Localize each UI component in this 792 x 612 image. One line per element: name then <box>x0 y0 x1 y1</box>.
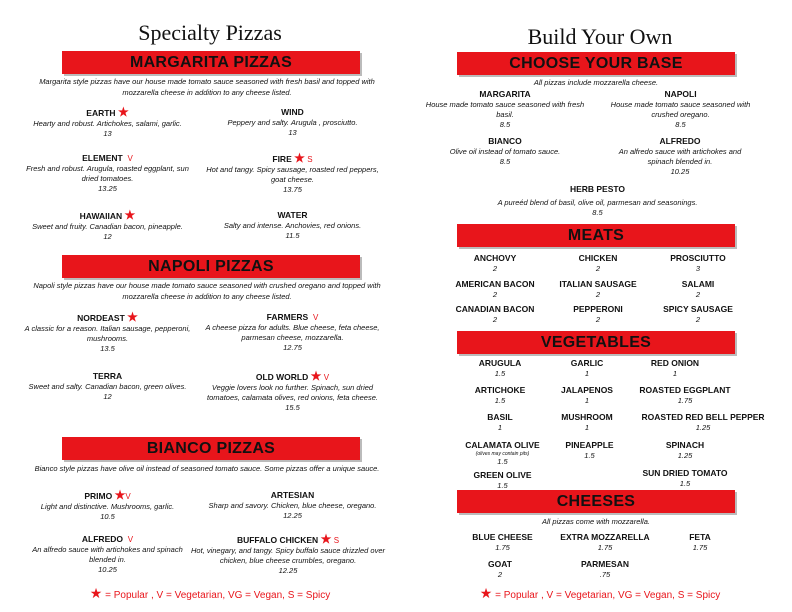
item-price: 1.5 <box>679 479 691 488</box>
item-name: BUFFALO CHICKEN <box>236 535 319 545</box>
menu-item-alfredo <box>20 534 195 575</box>
item-price: 8.5 <box>499 157 511 166</box>
diet-tag: S <box>333 536 340 545</box>
topping-arugula <box>455 358 545 379</box>
item-price: 1.5 <box>584 451 595 460</box>
item-name: CANADIAN BACON <box>455 304 535 314</box>
menu-item-earth <box>20 107 195 139</box>
item-name: MUSHROOM <box>561 412 613 422</box>
item-name: SALAMI <box>681 279 715 289</box>
star-icon: ★ <box>320 532 332 546</box>
item-price: 2 <box>595 315 601 324</box>
item-description: Salty and intense. Anchovies, red onions. <box>223 221 362 230</box>
vegetables-banner: VEGETABLES <box>457 331 735 354</box>
topping-basil <box>455 412 545 433</box>
menu-item-old-world <box>200 371 385 413</box>
item-name: PRIMO <box>84 491 113 501</box>
item-name: WIND <box>281 107 304 117</box>
item-description: House made tomato sauce seasoned with crushed oregano. <box>610 100 751 119</box>
item-name: MARGARITA <box>479 89 531 99</box>
diet-tag: V <box>323 373 330 382</box>
item-name: FETA <box>689 532 711 542</box>
item-price: 13.75 <box>283 185 302 194</box>
topping-jalapenos <box>542 385 632 406</box>
item-name: ARUGULA <box>478 358 522 368</box>
item-price: 10.25 <box>670 167 690 176</box>
item-name: ROASTED EGGPLANT <box>639 385 731 395</box>
item-name: OLD WORLD <box>255 372 309 382</box>
item-price: 2 <box>695 290 701 299</box>
item-description: Peppery and salty. Arugula , prosciutto. <box>227 118 358 127</box>
item-name: PROSCIUTTO <box>670 253 726 263</box>
menu-item-water <box>205 210 380 241</box>
item-price: 13 <box>103 129 112 138</box>
item-name: GOAT <box>488 559 512 569</box>
left-page-title: Specialty Pizzas <box>138 20 282 45</box>
item-name: EARTH <box>86 108 116 118</box>
item-description: Light and distinctive. Mushrooms, garlic. <box>40 502 175 511</box>
item-description: Fresh and robust. Arugula, roasted eggplant, sun dried tomatoes. <box>26 164 189 183</box>
item-price: 1.5 <box>497 481 508 490</box>
star-icon: ★ <box>117 105 129 119</box>
cheeses-banner: CHEESES <box>457 490 735 513</box>
item-name: ANCHOVY <box>473 253 517 263</box>
item-price: 13.25 <box>98 184 117 193</box>
item-price: 1 <box>672 369 678 378</box>
menu-item-farmers <box>200 312 385 353</box>
topping-feta <box>670 532 730 553</box>
topping-parmesan <box>560 559 650 580</box>
topping-calamata-olive <box>455 440 550 467</box>
star-icon: ★ <box>127 310 138 324</box>
item-price: 1.75 <box>597 543 613 552</box>
item-price: 1 <box>497 423 503 432</box>
topping-red-onion <box>630 358 720 379</box>
item-price: 15.5 <box>285 403 300 412</box>
topping-canadian-bacon <box>435 304 555 325</box>
base-item-alfredo <box>605 136 755 177</box>
topping-extra-mozzarella <box>550 532 660 553</box>
diet-tag: V <box>312 313 319 322</box>
item-description: Sharp and savory. Chicken, blue cheese, oregano. <box>208 501 377 510</box>
item-price: 1.5 <box>497 457 508 466</box>
topping-chicken <box>548 253 648 274</box>
item-description: A classic for a reason. Italian sausage, pepperoni, mushrooms. <box>24 324 191 343</box>
bianco-banner: BIANCO PIZZAS <box>62 437 360 460</box>
item-price: 13.5 <box>100 344 115 353</box>
item-name: BLUE CHEESE <box>472 532 533 542</box>
item-description: Hot, vinegary, and tangy. Spicy buffalo sauce drizzled over chicken, blue cheese crumbles, oregano. <box>191 546 385 565</box>
item-price: 10.25 <box>98 565 117 574</box>
topping-roasted-red-bell-pepper <box>628 412 778 433</box>
star-icon: ★ <box>310 369 322 383</box>
item-price: 8.5 <box>499 120 511 129</box>
item-price: 1.25 <box>695 423 711 432</box>
item-name: FIRE <box>272 154 292 164</box>
item-price: 12 <box>103 232 112 241</box>
diet-tag: S <box>307 155 313 164</box>
napoli-banner: NAPOLI PIZZAS <box>62 255 360 278</box>
item-name: RED ONION <box>650 358 700 368</box>
item-name: CALAMATA OLIVE <box>465 440 540 450</box>
item-price: 2 <box>492 315 498 324</box>
item-description: House made tomato sauce seasoned with fresh basil. <box>425 100 585 119</box>
item-price: 1 <box>584 369 590 378</box>
item-name: AMERICAN BACON <box>455 279 535 289</box>
topping-blue-cheese <box>455 532 550 553</box>
item-name: ELEMENT <box>82 153 123 163</box>
base-item-margarita <box>425 89 585 130</box>
star-icon: ★ <box>124 208 136 222</box>
topping-spicy-sausage <box>648 304 748 325</box>
topping-prosciutto <box>648 253 748 274</box>
item-description: Sweet and salty. Canadian bacon, green olives. <box>28 382 187 391</box>
menu-item-nordeast <box>20 312 195 354</box>
item-price: 12.25 <box>278 566 298 575</box>
diet-tag: V <box>127 535 134 544</box>
menu-item-primo <box>20 490 195 522</box>
item-name: PINEAPPLE <box>565 440 614 450</box>
topping-artichoke <box>455 385 545 406</box>
item-price: 3 <box>695 264 701 273</box>
item-name: SPINACH <box>665 440 705 450</box>
item-description: Hot and tangy. Spicy sausage, roasted red peppers, goat cheese. <box>206 165 379 184</box>
item-price: 2 <box>492 264 498 273</box>
item-price: 8.5 <box>592 208 603 217</box>
item-name: HAWAIIAN <box>79 211 123 221</box>
item-price: 10.5 <box>100 512 115 521</box>
item-price: 1.5 <box>494 369 506 378</box>
item-price: .75 <box>599 570 611 579</box>
item-description: Sweet and fruity. Canadian bacon, pineapple. <box>32 222 183 231</box>
menu-item-artesian <box>205 490 380 521</box>
item-price: 1 <box>584 396 590 405</box>
item-name: ALFREDO <box>659 136 701 146</box>
menu-item-wind <box>205 107 380 138</box>
base-banner: CHOOSE YOUR BASE <box>457 52 735 75</box>
meats-banner: MEATS <box>457 224 735 247</box>
item-name: SPICY SAUSAGE <box>663 304 733 314</box>
topping-garlic <box>542 358 632 379</box>
item-name: EXTRA MOZZARELLA <box>560 532 650 542</box>
item-name: BASIL <box>487 412 513 422</box>
item-note: (olives may contain pits) <box>475 451 530 457</box>
item-description: Hearty and robust. Artichokes, salami, garlic. <box>33 119 182 128</box>
diet-tag: V <box>125 492 131 501</box>
topping-mushroom <box>542 412 632 433</box>
item-price: 2 <box>492 290 498 299</box>
item-name: ITALIAN SAUSAGE <box>559 279 637 289</box>
item-name: WATER <box>277 210 308 220</box>
topping-green-olive <box>455 470 550 491</box>
item-name: NAPOLI <box>664 89 697 99</box>
topping-spinach <box>630 440 740 461</box>
item-name: GARLIC <box>570 358 604 368</box>
item-description: An alfredo sauce with artichokes and spinach blended in. <box>618 147 742 166</box>
base-description: All pizzas include mozzarella cheese. <box>533 78 659 87</box>
diet-tag: V <box>127 154 133 163</box>
item-price: 2 <box>595 290 601 299</box>
star-icon: ★ <box>89 585 103 601</box>
item-name: CHICKEN <box>578 253 618 263</box>
item-price: 12.75 <box>283 343 302 352</box>
item-name: FARMERS <box>266 312 309 322</box>
item-price: 1 <box>584 423 590 432</box>
star-icon: ★ <box>479 585 493 601</box>
topping-pepperoni <box>548 304 648 325</box>
bianco-description: Bianco style pizzas have olive oil instead of seasoned tomato sauce. Some pizzas offer a unique sauce. <box>34 464 380 473</box>
item-name: TERRA <box>92 371 123 381</box>
item-price: 1.75 <box>677 396 693 405</box>
topping-roasted-eggplant <box>630 385 740 406</box>
item-price: 1.75 <box>692 543 708 552</box>
item-price: 1.25 <box>677 451 693 460</box>
menu-item-hawaiian <box>20 210 195 242</box>
menu-item-buffalo-chicken <box>188 534 388 576</box>
right-page-title: Build Your Own <box>527 24 673 49</box>
item-name: JALAPENOS <box>561 385 613 395</box>
item-name: ALFREDO <box>81 534 123 544</box>
left-legend <box>30 585 390 602</box>
legend-text: = Popular , V = Vegetarian, VG = Vegan, S = Spicy <box>105 590 331 601</box>
item-name: PARMESAN <box>580 559 629 569</box>
item-name: PEPPERONI <box>573 304 623 314</box>
topping-goat <box>455 559 545 580</box>
item-name: SUN DRIED TOMATO <box>642 468 728 478</box>
item-name: GREEN OLIVE <box>473 470 532 480</box>
star-icon: ★ <box>294 151 305 165</box>
item-name: NORDEAST <box>77 313 125 323</box>
item-description: A pureéd blend of basil, olive oil, parmesan and seasonings. <box>497 198 698 207</box>
item-name: BIANCO <box>488 136 522 146</box>
legend-text: = Popular , V = Vegetarian, VG = Vegan, S = Spicy <box>495 590 721 601</box>
item-price: 2 <box>695 315 701 324</box>
item-description: Olive oil instead of tomato sauce. <box>449 147 561 156</box>
menu-item-element <box>20 153 195 194</box>
base-item-herb-pesto <box>470 184 725 218</box>
star-icon: ★ <box>114 488 126 502</box>
item-price: 12 <box>103 392 112 401</box>
napoli-description: Napoli style pizzas have our house made tomato sauce seasoned with crushed oregano and topped with mozzarella cheese in addition to any cheese listed. <box>33 281 381 301</box>
menu-item-fire <box>205 153 380 195</box>
item-price: 1.75 <box>495 543 510 552</box>
topping-american-bacon <box>435 279 555 300</box>
base-item-bianco <box>445 136 565 167</box>
margarita-banner: MARGARITA PIZZAS <box>62 51 360 74</box>
item-price: 2 <box>595 264 601 273</box>
item-description: Veggie lovers look no further. Spinach, sun dried tomatoes, calamata olives, red onions, feta cheese. <box>207 383 378 402</box>
item-price: 12.25 <box>283 511 302 520</box>
item-name: ARTICHOKE <box>474 385 526 395</box>
item-name: ARTESIAN <box>270 490 315 500</box>
item-name: HERB PESTO <box>569 184 626 194</box>
topping-sun-dried-tomato <box>630 468 740 489</box>
menu-item-terra <box>20 371 195 402</box>
item-price: 11.5 <box>285 231 300 240</box>
base-item-napoli <box>598 89 763 130</box>
right-legend <box>420 585 780 602</box>
item-price: 1.5 <box>494 396 506 405</box>
cheeses-description: All pizzas come with mozzarella. <box>542 517 650 526</box>
topping-salami <box>648 279 748 300</box>
topping-anchovy <box>445 253 545 274</box>
item-price: 2 <box>497 570 503 579</box>
item-description: An alfredo sauce with artichokes and spinach blended in. <box>32 545 183 564</box>
item-description: A cheese pizza for adults. Blue cheese, feta cheese, parmesan cheese, mozzarella. <box>205 323 380 342</box>
item-price: 8.5 <box>675 120 686 129</box>
margarita-description: Margarita style pizzas have our house made tomato sauce seasoned with fresh basil and topped with mozzarella cheese in addition to any cheese listed. <box>39 77 375 97</box>
item-name: ROASTED RED BELL PEPPER <box>641 412 765 422</box>
item-price: 13 <box>288 128 297 137</box>
topping-pineapple <box>542 440 637 461</box>
topping-italian-sausage <box>543 279 653 300</box>
